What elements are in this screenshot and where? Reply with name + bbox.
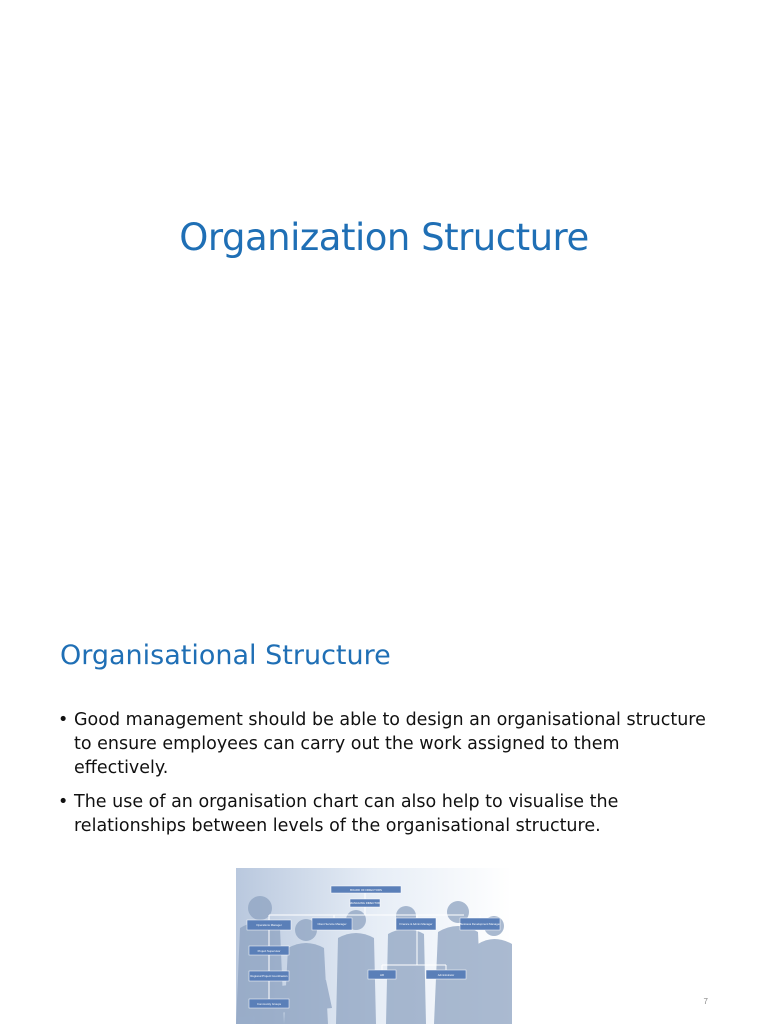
finance-label: Finance & Admin Manager xyxy=(399,922,433,926)
bizdev-label: Business Development Manager xyxy=(459,922,501,926)
bullet-item xyxy=(58,790,718,838)
regional-coordinators-label: Regional Project Coordinators xyxy=(250,974,288,978)
bullet-icon: • xyxy=(58,792,69,812)
bullet-text: The use of an organisation chart can also help to visualise the relationships between levels of the organisational structure. xyxy=(74,792,619,836)
ops-manager-label: Operations Manager xyxy=(256,923,282,927)
project-supervisor-label: Project Supervisor xyxy=(257,949,281,953)
bullet-item xyxy=(58,708,718,780)
hr-label: HR xyxy=(379,973,385,977)
bullet-icon: • xyxy=(58,710,69,730)
md-label: MANAGING DIRECTOR xyxy=(349,901,381,905)
content-slide xyxy=(0,512,768,1024)
bullet-text: Good management should be able to design an organisational structure to ensure employees can carry out the work assigned to them effectively. xyxy=(74,710,706,778)
administrator-label: Administrator xyxy=(437,973,455,977)
bullet-list xyxy=(58,708,718,848)
community-groups-label: Community Groups xyxy=(256,1002,282,1006)
page-number: 7 xyxy=(703,997,708,1006)
client-service-label: Client Service Manager xyxy=(317,922,347,926)
slide-title: Organization Structure xyxy=(179,216,589,259)
board-label: BOARD OF DIRECTORS xyxy=(350,888,382,892)
section-heading: Organisational Structure xyxy=(60,640,391,671)
org-chart-image xyxy=(236,868,512,1024)
